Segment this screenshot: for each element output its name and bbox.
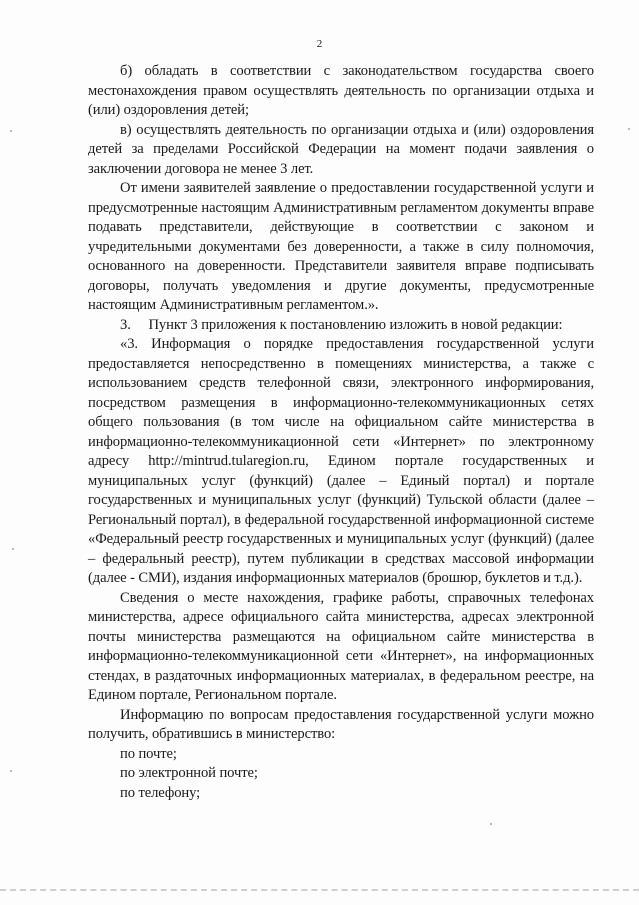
scan-speck (10, 130, 12, 132)
list-item-email: по электронной почте; (120, 765, 258, 781)
scan-speck (10, 770, 12, 772)
paragraph-information-order: «3. Информация о порядке предоставления государственной услуги предоставляется непосредственно в помещениях министерства, а также с использованием средств телефонной связи, электронного информирования, посредством размещения в информационно-телекоммуникационных сетях общего пользования (в том числе на официальном сайте министерства в информационно-телекоммуникационной сети «Интернет» по электронному адресу http://mintrud.tularegion.ru, Едином портале государственных и муниципальных услуг (функций) (далее – Единый портал) и портале государственных и муниципальных услуг (функций) Тульской области (далее – Региональный портал), в федеральной государственной информационной системе «Федеральный реестр государственных и муниципальных услуг (функций) (далее – федеральный реестр), путем публикации в средствах массовой информации (далее - СМИ), издания информационных материалов (брошюр, буклетов и т.д.). (88, 336, 594, 586)
scan-speck (490, 823, 492, 825)
paragraph-item-v: в) осуществлять деятельность по организации отдыха и (или) оздоровления детей за пределами Российской Федерации на момент подачи заявления о заключении договора не менее 3 лет. (88, 121, 594, 177)
paragraph-item-b: б) обладать в соответствии с законодательством государства своего местонахождения правом осуществлять деятельность по организации отдыха и (или) оздоровления детей; (88, 63, 594, 118)
paragraph-location-info: Сведения о месте нахождения, графике работы, справочных телефонах министерства, адресе официального сайта министерства, адресах электронной почты министерства размещаются на официальном сайте министерства в информационно-телекоммуникационной сети «Интернет», на информационных стендах, в раздаточных информационных материалах, в федеральном реестре, на Едином портале, Региональном портале. (88, 589, 594, 703)
list-item-post: по почте; (120, 745, 177, 762)
paragraph-representatives: От имени заявителей заявление о предоставлении государственной услуги и предусмотренные настоящим Административным регламентом документы вправе подавать представители, действующие в соответствии с законом и учредительными документами без доверенности, а также в силу полномочия, основанного на доверенности. Представители заявителя вправе подписывать договоры, получать уведомления и другие документы, предусмотренные настоящим Административным регламентом.». (88, 180, 594, 313)
document-body (88, 62, 594, 803)
scan-speck (12, 548, 14, 550)
list-item-phone: по телефону; (120, 784, 201, 801)
paragraph-contact-ministry: Информацию по вопросам предоставления государственной услуги можно получить, обратившись в министерство: (88, 706, 594, 742)
scan-speck (628, 128, 630, 130)
scan-edge-line (0, 889, 639, 893)
paragraph-clause-3: 3. Пункт 3 приложения к постановлению изложить в новой редакции: (120, 316, 563, 333)
page-number: 2 (316, 38, 323, 50)
